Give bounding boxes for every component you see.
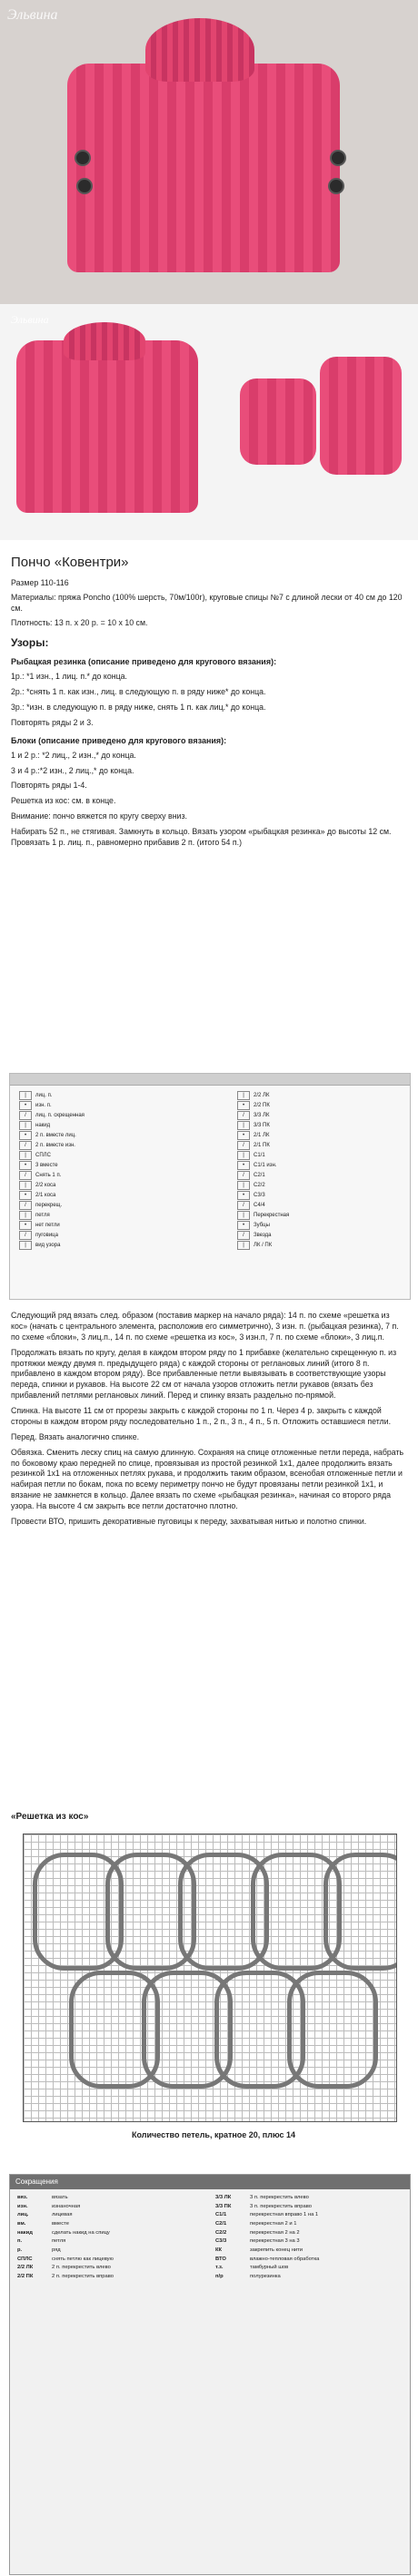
legend-symbol-icon: • (19, 1101, 32, 1110)
rib-line: 1р.: *1 изн., 1 лиц. п.* до конца. (11, 672, 127, 682)
blocks-title: Блоки (описание приведено для кругового вязания): (11, 735, 227, 745)
poncho (67, 64, 340, 272)
legend-label: перекрещ. (35, 1202, 63, 1208)
abbreviation-key: 2/2 ЛК (17, 2265, 34, 2271)
abbreviation-key: С2/1 (215, 2220, 227, 2227)
abbreviation-row (215, 2204, 404, 2210)
legend-row (19, 1150, 192, 1160)
legend-symbol-icon: / (19, 1141, 32, 1150)
abbreviation-key: лиц. (17, 2212, 29, 2218)
button-icon (330, 150, 346, 166)
watermark-text: Эльвина (11, 313, 49, 326)
abbreviation-value: петля (52, 2238, 66, 2245)
legend-row (237, 1220, 401, 1230)
abbreviation-value: изнаночная (52, 2203, 81, 2209)
legend-label: лиц. п. (35, 1092, 53, 1098)
legend-label: 2/2 коса (35, 1182, 56, 1188)
legend-row (19, 1210, 192, 1220)
cable-pattern-chart (23, 1834, 397, 2122)
legend-label: С3/3 (254, 1192, 265, 1198)
legend-label: накид (35, 1122, 51, 1128)
abbreviation-row (17, 2256, 206, 2263)
legend-sheet (9, 1073, 411, 1300)
legend-label: петля (35, 1212, 50, 1218)
legend-left (19, 1090, 192, 1250)
body-line: Спинка. На высоте 11 см от прорезы закрыть с каждой стороны по 1 п. Через 4 р. закрыть с каждой стороны в каждом втором ряду последовательно 1 п., 2 п., 3 п., 4 п., 5 п. Отложить оставшиеся петли. (11, 1406, 392, 1426)
legend-symbol-icon: / (237, 1201, 250, 1210)
legend-label: пуговица (35, 1232, 58, 1238)
legend-label: 2 п. вместе изн. (35, 1142, 75, 1148)
abbreviation-row (17, 2238, 206, 2245)
abbreviation-value: влажно-тепловая обработка (250, 2256, 320, 2262)
blocks-line: Решетка из кос: см. в конце. (11, 796, 116, 806)
abbreviation-row (215, 2238, 404, 2245)
abbreviation-key: С3/3 (215, 2238, 227, 2245)
blocks-line: Повторять ряды 1-4. (11, 781, 87, 791)
legend-row (19, 1240, 192, 1250)
abbreviation-row (215, 2247, 404, 2254)
legend-row (237, 1160, 401, 1170)
legend-symbol-icon: • (237, 1131, 250, 1140)
abbreviation-key: т.з. (215, 2265, 224, 2271)
legend-symbol-icon: • (19, 1221, 32, 1230)
abbreviation-key: п/р (215, 2273, 224, 2279)
rib-line: Повторять ряды 2 и 3. (11, 717, 94, 727)
abbreviation-row (17, 2221, 206, 2227)
abbreviation-row (17, 2230, 206, 2237)
abbreviations-right (215, 2195, 404, 2283)
button-icon (328, 178, 344, 194)
body-line: Продолжать вязать по кругу, делая в каждом втором ряду по 1 прибавке (желательно скрещенную п. из протяжки между двумя п. предыдущего ряда) с каждой стороны от реглановых линий (итого 8 п. прибавлено в каждом втором ряду). Все прибавленные петли вывязывать в соответствующие узоры переда, спинки и рукавов. На высоте 22 см от начала узоров отложить петли рукавов (вязать без прибавлений петлями реглановых линий. Перед и спинку вязать раздельно по-прямой. (11, 1347, 397, 1401)
legend-row (19, 1190, 192, 1200)
legend-symbol-icon: / (19, 1201, 32, 1210)
legend-label: ЛК / ПК (254, 1242, 273, 1248)
legend-row (237, 1210, 401, 1220)
abbreviation-value: ряд (52, 2247, 61, 2253)
legend-symbol-icon: | (19, 1151, 32, 1160)
abbreviation-value: лицевая (52, 2212, 73, 2218)
legend-row (19, 1170, 192, 1180)
legend-symbol-icon: | (237, 1211, 250, 1220)
legend-symbol-icon: • (19, 1131, 32, 1140)
abbreviation-row (215, 2230, 404, 2237)
legend-label: С1/1 (254, 1152, 265, 1158)
abbreviation-value: 2 п. перекрестить вправо (52, 2273, 114, 2279)
abbreviation-key: С1/1 (215, 2212, 227, 2218)
abbreviation-key: С2/2 (215, 2229, 227, 2236)
page-title: Пончо «Ковентри» (11, 555, 129, 570)
legend-row (19, 1230, 192, 1240)
body-line: Перед. Вязать аналогично спинке. (11, 1431, 140, 1441)
legend-symbol-icon: • (237, 1221, 250, 1230)
abbreviation-key: накид (17, 2229, 33, 2236)
cable-shape (323, 1853, 397, 1971)
poncho-closeup (16, 340, 198, 513)
legend-symbol-icon: | (237, 1241, 250, 1250)
watermark-text: Эльвина (7, 7, 58, 23)
legend-right (237, 1090, 401, 1250)
patterns-title: Узоры: (11, 635, 49, 649)
legend-symbol-icon: | (237, 1121, 250, 1130)
abbreviation-key: КК (215, 2247, 223, 2253)
legend-row (19, 1100, 192, 1110)
legend-symbol-icon: / (237, 1141, 250, 1150)
legend-label: 2/2 ЛК (254, 1092, 270, 1098)
abbreviation-row (215, 2195, 404, 2201)
legend-symbol-icon: | (237, 1091, 250, 1100)
legend-symbol-icon: / (237, 1171, 250, 1180)
legend-symbol-icon: / (19, 1231, 32, 1240)
abbreviation-row (17, 2274, 206, 2280)
abbreviation-key: вяз. (17, 2195, 28, 2200)
legend-row (19, 1120, 192, 1130)
body-line: Обвязка. Сменить леску спиц на самую длинную. Сохраняя на спице отложенные петли переда, набрать по боковому краю передней по спице, провязывая из простой резинкой 1х1, далее продолжить вязать резинкой 1х1 на отложенных петлях рукава, и продолжить таким образом, всенобая отложенные петли и набирая петли по бокам, пока по всему периметру пончо не будут провязаны петли резинкой 1х1, и вязание не замкнется в кольцо. Далее вязать по схеме «рыбацкая резинка», начиная со второго ряда узора. На высоте 4 см закрыть все петли достаточно плотно. (11, 1447, 404, 1510)
collar (64, 322, 145, 360)
legend-symbol-icon: | (19, 1241, 32, 1250)
poncho-back (320, 357, 402, 475)
body-text (11, 1311, 407, 1532)
legend-label: С2/1 (254, 1172, 265, 1178)
legend-row (19, 1160, 192, 1170)
legend-label: 3/3 ЛК (254, 1112, 270, 1118)
abbreviation-value: 3 п. перекрестить влево (250, 2195, 309, 2200)
abbreviation-value: закрепить конец нити (250, 2247, 304, 2253)
materials-line: Материалы: пряжа Poncho (100% шерсть, 70м/100г), круговые спицы №7 с длиной лески от 40 см до 120 см. (11, 593, 403, 613)
size-line: Размер 110-116 (11, 578, 69, 588)
legend-row (237, 1140, 401, 1150)
abbreviation-key: 2/2 ПК (17, 2273, 34, 2279)
abbreviation-value: вместе (52, 2220, 69, 2227)
legend-row (237, 1120, 401, 1130)
legend-label: С1/1 изн. (254, 1162, 277, 1168)
button-icon (76, 178, 93, 194)
legend-label: Перекрестная (254, 1212, 290, 1218)
abbreviation-row (17, 2265, 206, 2271)
abbreviation-key: 3/3 ПК (215, 2203, 232, 2209)
legend-row (19, 1140, 192, 1150)
legend-label: СПЛС (35, 1152, 51, 1158)
legend-label: Снять 1 п. (35, 1172, 62, 1178)
abbreviation-value: перекрестная 3 на 3 (250, 2238, 300, 2245)
rib-line: 3р.: *изн. в следующую п. в ряду ниже, снять 1 п. как лиц.* до конца. (11, 702, 266, 712)
abbreviations-left (17, 2195, 206, 2283)
rib-title: Рыбацкая резинка (описание приведено для кругового вязания): (11, 656, 277, 666)
legend-symbol-icon: • (19, 1191, 32, 1200)
legend-label: 3 вместе (35, 1162, 58, 1168)
blocks-line: Внимание: пончо вяжется по кругу сверху вниз. (11, 811, 187, 821)
legend-symbol-icon: / (19, 1171, 32, 1180)
legend-label: 2/1 коса (35, 1192, 56, 1198)
legend-symbol-icon: • (19, 1161, 32, 1170)
legend-label: 2/1 ПК (254, 1142, 270, 1148)
cable-shape (287, 1971, 378, 2089)
density-line: Плотность: 13 п. х 20 р. = 10 х 10 см. (11, 617, 148, 627)
blocks-line: 3 и 4 р.:*2 изн., 2 лиц.,* до конца. (11, 765, 134, 775)
abbreviation-key: р. (17, 2247, 23, 2253)
abbreviation-row (215, 2256, 404, 2263)
collar (145, 18, 254, 82)
legend-row (19, 1220, 192, 1230)
legend-symbol-icon: | (237, 1151, 250, 1160)
lattice-heading: «Решетка из кос» (11, 1812, 89, 1822)
legend-label: 2/1 ЛК (254, 1132, 270, 1138)
legend-symbol-icon: / (237, 1111, 250, 1120)
legend-symbol-icon: | (19, 1121, 32, 1130)
abbreviation-key: ВТО (215, 2256, 226, 2262)
body-line: Провести ВТО, пришить декоративные пуговицы к переду, захватывая нитью и полотно спинки. (11, 1516, 367, 1526)
abbreviation-value: 3 п. перекрестить вправо (250, 2203, 312, 2209)
abbreviation-row (215, 2212, 404, 2218)
abbreviation-row (17, 2204, 206, 2210)
legend-label: нет петли (35, 1222, 60, 1228)
legend-label: лиц. п. скрещенная (35, 1112, 85, 1118)
legend-row (237, 1110, 401, 1120)
legend-symbol-icon: / (237, 1231, 250, 1240)
abbreviation-row (215, 2221, 404, 2227)
legend-label: Зубцы (254, 1222, 270, 1228)
body-line: Следующий ряд вязать след. образом (поставив маркер на начало ряда): 14 п. по схеме «решетка из кос» (начать с центрального элемента, расположив его симметрично), 3 изн. п. (рыбацкая резинка), 7 п. по схеме «блоки», 3 лиц.п., 14 п. по схеме «решетка из кос», 3 изн.п, 7 п. по схеме «блоки», 3 лиц.п. (11, 1311, 399, 1342)
legend-row (237, 1150, 401, 1160)
legend-symbol-icon: | (19, 1211, 32, 1220)
legend-symbol-icon: | (19, 1091, 32, 1100)
poncho-child (240, 379, 316, 465)
legend-label: 3/3 ПК (254, 1122, 270, 1128)
legend-label: С2/2 (254, 1182, 265, 1188)
legend-label: С4/4 (254, 1202, 265, 1208)
abbreviation-value: перекрестная 2 и 1 (250, 2220, 297, 2227)
blocks-line: 1 и 2 р.: *2 лиц., 2 изн.,* до конца. (11, 750, 136, 760)
legend-row (19, 1110, 192, 1120)
legend-row (237, 1190, 401, 1200)
description (11, 554, 407, 853)
abbreviations-panel (9, 2174, 411, 2575)
legend-row (237, 1180, 401, 1190)
legend-row (19, 1200, 192, 1210)
abbreviation-value: вязать (52, 2195, 68, 2200)
legend-symbol-icon: | (19, 1181, 32, 1190)
abbreviation-key: вм. (17, 2220, 26, 2227)
gallery-photos (0, 304, 418, 540)
legend-symbol-icon: | (237, 1181, 250, 1190)
abbreviation-value: тамбурный шов (250, 2265, 289, 2271)
legend-row (19, 1180, 192, 1190)
legend-row (19, 1090, 192, 1100)
abbreviation-key: СПЛС (17, 2256, 33, 2262)
legend-row (237, 1200, 401, 1210)
abbreviation-row (215, 2265, 404, 2271)
legend-row (237, 1240, 401, 1250)
legend-row (237, 1090, 401, 1100)
button-icon (75, 150, 91, 166)
legend-row (237, 1100, 401, 1110)
legend-label: вид узора (35, 1242, 61, 1248)
abbreviation-key: п. (17, 2238, 23, 2245)
legend-symbol-icon: / (19, 1111, 32, 1120)
abbreviation-key: 3/3 ЛК (215, 2195, 232, 2200)
abbreviation-value: полурезинка (250, 2273, 281, 2279)
legend-label: изн. п. (35, 1102, 52, 1108)
legend-header (10, 1074, 410, 1086)
abbreviation-row (17, 2212, 206, 2218)
abbreviation-row (17, 2247, 206, 2254)
legend-symbol-icon: • (237, 1101, 250, 1110)
legend-row (237, 1170, 401, 1180)
chart-caption: Количество петель, кратное 20, плюс 14 (132, 2130, 296, 2139)
abbreviation-value: перекрестная 2 на 2 (250, 2229, 300, 2236)
legend-row (237, 1130, 401, 1140)
blocks-line: Набирать 52 п., не стягивая. Замкнуть в кольцо. Вязать узором «рыбацкая резинка» до высоты 12 см. Провязать 1 р. лиц. п., равномерно прибавив 2 п. (итого 54 п.) (11, 827, 392, 847)
abbreviation-value: снять петлю как лицевую (52, 2256, 114, 2262)
abbreviations-title: Сокращения (10, 2175, 410, 2189)
abbreviation-row (17, 2195, 206, 2201)
abbreviation-value: 2 п. перекрестить влево (52, 2265, 111, 2271)
abbreviation-value: перекрестная вправо 1 на 1 (250, 2212, 319, 2218)
legend-symbol-icon: • (237, 1161, 250, 1170)
abbreviation-row (215, 2274, 404, 2280)
legend-label: Звезда (254, 1232, 272, 1238)
abbreviation-key: изн. (17, 2203, 28, 2209)
main-photo (0, 0, 418, 304)
rib-line: 2р.: *снять 1 п. как изн., лиц. в следующую п. в ряду ниже* до конца. (11, 686, 266, 696)
legend-row (237, 1230, 401, 1240)
legend-label: 2/2 ПК (254, 1102, 270, 1108)
abbreviation-value: сделать накид на спицу (52, 2229, 110, 2236)
legend-label: 2 п. вместе лиц. (35, 1132, 76, 1138)
legend-row (19, 1130, 192, 1140)
legend-symbol-icon: • (237, 1191, 250, 1200)
